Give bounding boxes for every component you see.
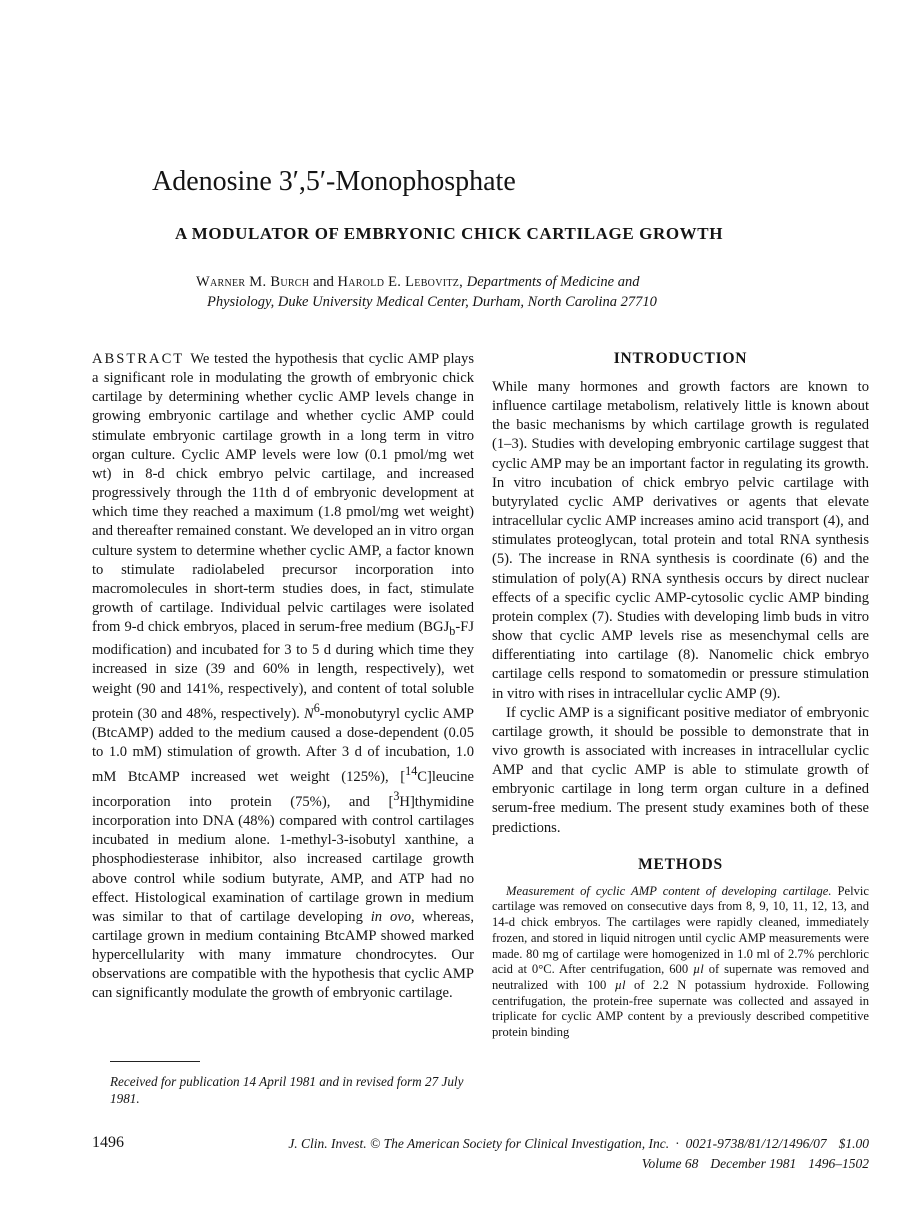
affiliation-text: Physiology, Duke University Medical Center, Durham, North Carolina 27710 [207,294,657,310]
methods-section [492,884,869,1041]
superscript: 3 [393,789,400,804]
unit-symbol: µl [614,977,626,992]
received-footnote: Received for publication 14 April 1981 and in revised form 27 July 1981. [110,1074,464,1106]
volume-info [172,1156,869,1172]
methods-heading: METHODS [638,855,723,873]
issn: 0021-9738/81/12/1496/07 [685,1136,827,1151]
abstract-text: We tested the hypothesis that cyclic AMP plays a significant role in modulating the growth of embryonic chick cartilage by determining whether cyclic AMP levels change in growing embryonic cartilage and whether cyclic AMP could stimulate embryonic cartilage growth in a long term in vitro organ culture. Cyclic AMP levels were low (0.1 pmol/mg wet wt) in 8-d chick embryo pelvic cartilage, and increased progressively through the 11th d of embryonic development at which time they reached a maximum (1.8 pmol/mg wet weight) and thereafter remained constant. We developed an in vitro organ culture system to determine whether cyclic AMP, a factor known to stimulate radiolabeled precursor incorporation into macromolecules in short-term studies does, in fact, stimulate growth of cartilage. Individual pelvic cartilages were isolated from 9-d chick embryos, placed in serum-free medium (BGJ [92,351,474,636]
abstract-label: ABSTRACT [92,351,185,367]
author-name: Warner M. Burch [196,274,310,290]
methods-text: of 2.2 N potassium hydroxide. Following centrifugation, the protein-free supernate was collected and assayed in triplicate for cyclic AMP content by a previously described competitive protein binding [492,977,869,1040]
body-column [492,350,869,1041]
abstract-text: H]thymidine incorporation into DNA (48%) compared with control cartilages incubated in medium alone. 1-methyl-3-isobutyl xanthine, a phosphodiesterase inhibitor, also increased cartilage growth above control while sodium butyrate, AMP, and ATP had no effect. Histological examination of cartilage grown in medium was similar to that of cartilage developing [92,793,474,925]
article-subtitle: A MODULATOR OF EMBRYONIC CHICK CARTILAGE GROWTH [174,224,724,243]
methods-text: Pelvic cartilage was removed on consecutive days from 8, 9, 10, 11, 12, 13, and 14-d chick embryos. The cartilages were rapidly cleaned, immediately frozen, and stored in liquid nitrogen until cyclic AMP measurements were made. 80 mg of cartilage were homogenized in 1.0 ml of 2.7% perchloric acid at 0°C. After centrifugation, 600 [492,883,869,977]
page-range: 1496–1502 [808,1156,869,1171]
page-number: 1496 [92,1134,124,1151]
methods-text: of supernate was removed and neutralized with 100 [492,962,869,992]
author-block [196,272,796,312]
price: $1.00 [838,1136,869,1151]
abstract-text: -monobutyryl cyclic AMP (BtcAMP) added to the medium caused a dose-dependent (0.05 to 1.0 mM) stimulation of growth. After 3 d of incubation, 1.0 mM BtcAMP increased wet weight (125%), [ [92,705,474,785]
author-conjunction: and [312,274,334,290]
volume: Volume 68 [641,1156,699,1171]
journal-citation [172,1136,869,1152]
subscript: b [449,624,456,639]
introduction-paragraph: If cyclic AMP is a significant positive mediator of embryonic cartilage growth, it should be possible to demonstrate that in vivo growth is associated with increases in intracellular cyclic AMP and that cyclic AMP is able to stimulate growth of embryonic cartilage in long term organ culture in a defined serum-free medium. The present study examines both of these predictions. [492,704,869,836]
author-name: Harold E. Lebovitz, [337,274,464,290]
affiliation-text: Departments of Medicine and [466,274,640,290]
journal-name: J. Clin. Invest. © The American Society for Clinical Investigation, Inc. [288,1136,670,1151]
abstract-column [92,350,474,1004]
superscript: 14 [405,764,418,779]
abstract-text: , whereas, cartilage grown in medium containing BtcAMP showed marked hypercellularity with many immature chondrocytes. Our observations are compatible with the hypothesis that cyclic AMP can significantly modulate the growth of embryonic cartilage. [92,908,474,1002]
article-title: Adenosine 3′,5′-Monophosphate [152,166,516,197]
footnote-divider [110,1061,200,1062]
unit-symbol: µl [693,962,704,977]
introduction-paragraph: While many hormones and growth factors are known to influence cartilage metabolism, relatively little is known about the basic mechanisms by which cartilage growth is regulated (1–3). Studies with developing embryonic cartilage suggest that cyclic AMP may be an important factor in regulating its growth. In vitro incubation of chick embryo pelvic cartilage with butyrylated cyclic AMP derivatives or agents that elevate intracellular cyclic AMP increases amino acid transport (4), and stimulates proteoglycan, total protein and total RNA synthesis (5). The increase in RNA synthesis is coordinate (6) and the stimulation of poly(A) RNA synthesis occurs by direct nuclear effects of a specific cyclic AMP-cytosolic cyclic AMP binding protein complex (7). Studies with developing limb buds in vitro show that cyclic AMP levels rise as mesenchymal cells are differentiating into cartilage (8). Nanomelic chick embryo cartilage cells respond to somatomedin or pressure stimulation in vitro with rises in intracellular cyclic AMP (9). [492,379,869,702]
introduction-section [492,378,869,838]
abstract-italic: in ovo [370,908,412,925]
issue-date: December 1981 [710,1156,797,1171]
abstract-text: C]leucine incorporation into protein (75%), and [ [92,768,474,810]
introduction-heading: INTRODUCTION [613,350,748,367]
abstract-italic: N [303,705,314,722]
abstract-text: -FJ modification) and incubated for 3 to 5 d during which time they increased in size (39 and 60% in length, respectively), wet weight (90 and 141%, respectively), and content of total soluble protein (30 and 48%, respectively). [92,619,474,722]
superscript: 6 [313,700,320,715]
methods-paragraph [492,884,869,1041]
methods-run-in-heading: Measurement of cyclic AMP content of developing cartilage. [506,883,832,898]
separator: · [675,1136,680,1151]
